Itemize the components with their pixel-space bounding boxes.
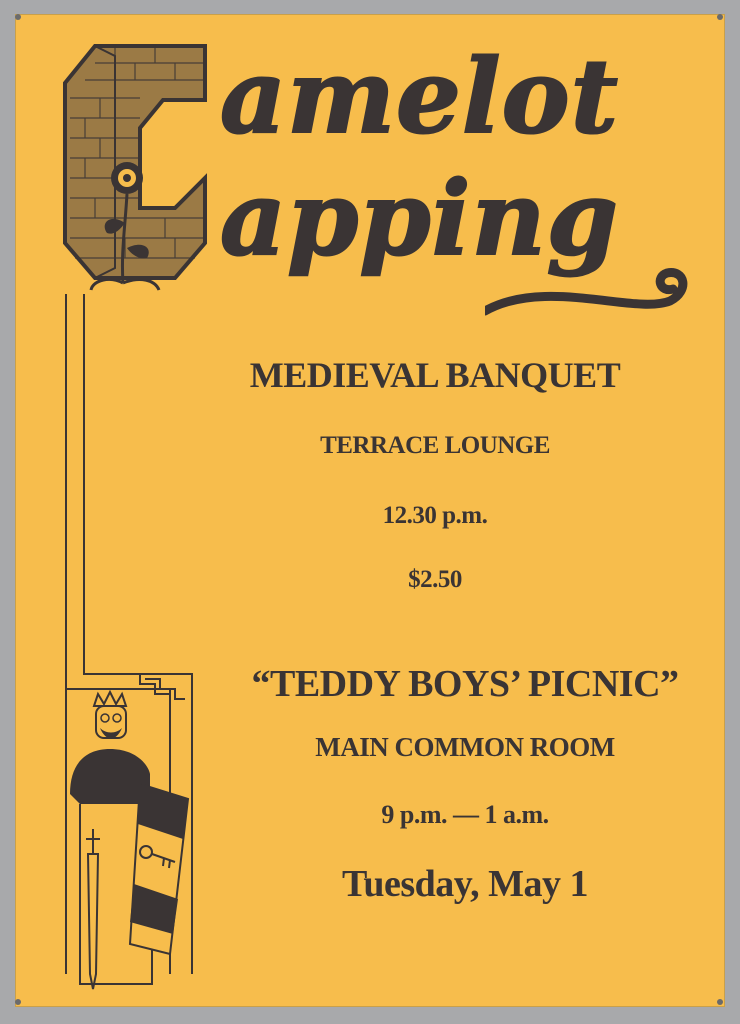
sword-icon <box>86 829 100 989</box>
event2-venue: MAIN COMMON ROOM <box>315 732 615 762</box>
title-capping: apping <box>220 159 619 279</box>
title-flourish <box>485 249 695 329</box>
crown-icon <box>94 692 126 706</box>
poster <box>15 14 725 1007</box>
event2-name: “TEDDY BOYS’ PICNIC” <box>251 663 679 705</box>
pin-top-right <box>717 14 723 20</box>
pin-bottom-left <box>15 999 21 1005</box>
event1-venue: TERRACE LOUNGE <box>320 432 550 459</box>
event-date: Tuesday, May 1 <box>341 863 589 905</box>
event2-time: 9 p.m. — 1 a.m. <box>381 800 549 829</box>
event1-time: 12.30 p.m. <box>382 502 488 529</box>
title-camelot: amelot <box>220 37 619 157</box>
event1-price: $2.50 <box>408 566 462 593</box>
event1-name: MEDIEVAL BANQUET <box>249 355 621 395</box>
illuminated-initial-c <box>55 28 225 298</box>
pin-bottom-right <box>717 999 723 1005</box>
event-info <box>185 354 685 954</box>
pin-top-left <box>15 14 21 20</box>
